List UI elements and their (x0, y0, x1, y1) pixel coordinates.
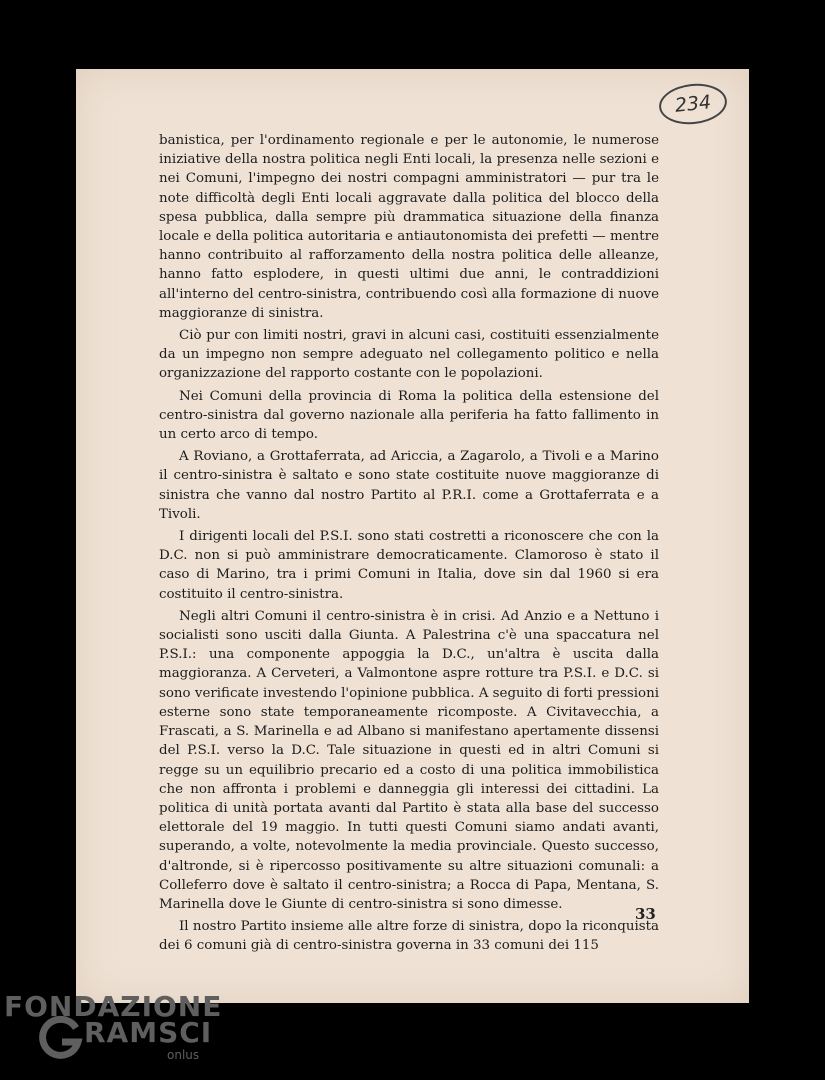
page-number: 33 (635, 905, 656, 923)
logo-g-icon (36, 1014, 84, 1062)
paragraph: Nei Comuni della provincia di Roma la politica della estensione del centro-sinistra dal governo nazionale alla periferia ha fatto fallimento in un certo arco di tempo. (159, 388, 659, 443)
paragraph: Il nostro Partito insieme alle altre forze di sinistra, dopo la riconquista dei 6 comuni già di centro-sinistra governa in 33 comuni dei 115 (159, 919, 659, 954)
logo-line-2: RAMSCI (84, 1016, 213, 1049)
paragraph: Ciò pur con limiti nostri, gravi in alcuni casi, costituiti essenzialmente da un impegno non sempre adeguato nel collegamento politico e nella organizzazione del rapporto costante con le popolazioni. (159, 328, 659, 382)
logo-subtitle: onlus (167, 1048, 200, 1062)
paragraph: banistica, per l'ordinamento regionale e per le autonomie, le numerose iniziative della nostra politica negli Enti locali, la presenza nelle sezioni e nei Comuni, l'impegno dei nostri compagni amministratori — pur tra le note difficoltà degli Enti locali aggravate dalla politica del blocco della spesa pubblica, dalla sempre più drammatica situazione della finanza locale e della politica autoritaria e antiautonomista dei prefetti — mentre hanno contribuito al rafforzamento della nostra politica delle alleanze, hanno fatto esplodere, in questi ultimi due anni, le contraddizioni all'interno del centro-sinistra, contribuendo così alla formazione di nuove maggioranze di sinistra. (159, 133, 659, 321)
logo-line-1: FONDAZIONE (4, 990, 223, 1023)
body-text (159, 131, 659, 956)
paragraph: A Roviano, a Grottaferrata, ad Ariccia, a Zagarolo, a Tivoli e a Marino il centro-sinistra è saltato e sono state costituite nuove maggioranze di sinistra che vanno dal nostro Partito al P.R.I. come a Grottaferrata e a Tivoli. (159, 449, 659, 522)
archive-number-stamp: 234 (657, 81, 729, 128)
paragraph: Negli altri Comuni il centro-sinistra è in crisi. Ad Anzio e a Nettuno i socialisti sono usciti dalla Giunta. A Palestrina c'è una spaccatura nel P.S.I.: una componente appoggia la D.C., un'altra è uscita dalla maggioranza. A Cerveteri, a Valmontone aspre rotture tra P.S.I. e D.C. si sono verificate investendo l'opinione pubblica. A seguito di forti pressioni esterne sono state temporaneamente ricomposte. A Civitavecchia, a Frascati, a S. Marinella e ad Albano si manifestano apertamente dissensi del P.S.I. verso la D.C. Tale situazione in questi ed in altri Comuni si regge su un equilibrio precario ed a costo di una politica immobilistica che non affronta i problemi e danneggia gli interessi dei cittadini. La politica di unità portata avanti dal Partito è stata alla base del successo elettorale del 19 maggio. In tutti questi Comuni siamo andati avanti, superando, a volte, notevolmente la media provinciale. Questo successo, d'altronde, si è ripercosso positivamente su altre situazioni comunali: a Colleferro dove è saltato il centro-sinistra; a Rocca di Papa, Mentana, S. Marinella dove le Giunte di centro-sinistra si sono dimesse. (159, 608, 659, 912)
paragraph: I dirigenti locali del P.S.I. sono stati costretti a riconoscere che con la D.C. non si può amministrare democraticamente. Clamoroso è stato il caso di Marino, tra i primi Comuni in Italia, dove sin dal 1960 si era costituito il centro-sinistra. (159, 529, 659, 602)
fondazione-gramsci-logo (4, 990, 223, 1075)
